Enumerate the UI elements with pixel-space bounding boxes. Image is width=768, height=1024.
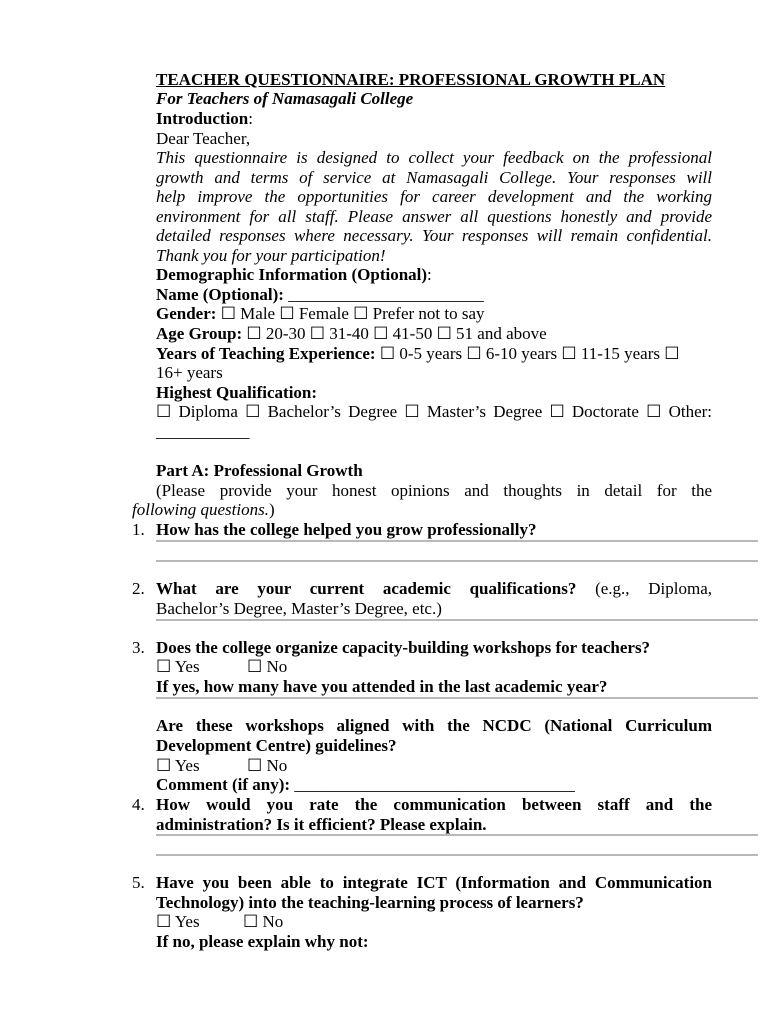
question-3-followup: If yes, how many have you attended in the last academic year? <box>156 677 608 696</box>
question-2-bold: What are your current academic qualifications? <box>156 579 577 598</box>
age-group-label: Age Group: <box>156 324 243 343</box>
answer-line[interactable] <box>156 560 758 562</box>
gender-options[interactable]: ☐ Male ☐ Female ☐ Prefer not to say <box>220 304 485 323</box>
question-3-text: Does the college organize capacity-building workshops for teachers? <box>156 638 651 657</box>
qualification-options[interactable]: ☐ Diploma ☐ Bachelor’s Degree ☐ Master’s Degree ☐ Doctorate ☐ Other: <box>156 402 712 421</box>
intro-paragraph-line: growth and terms of service at Namasagali College. Your responses will <box>156 168 712 187</box>
name-blank[interactable]: _______________________ <box>288 285 484 304</box>
comment-field[interactable] <box>156 775 575 795</box>
question-2-text <box>156 579 712 599</box>
gender-label: Gender: <box>156 304 217 323</box>
question-number: 3. <box>132 638 145 657</box>
part-a-instructions <box>156 481 712 501</box>
question-number: 4. <box>132 795 145 814</box>
demographic-heading-text: Demographic Information (Optional) <box>156 265 428 284</box>
part-a-instructions-close: ) <box>268 500 275 519</box>
demographic-heading <box>156 265 432 285</box>
experience-label: Years of Teaching Experience: <box>156 344 376 363</box>
question-2-example: (e.g., Diploma, <box>576 579 712 598</box>
page-title: TEACHER QUESTIONNAIRE: PROFESSIONAL GROWTH PLAN <box>156 70 666 89</box>
intro-salutation: Dear Teacher, <box>156 129 251 148</box>
question-5-text: Have you been able to integrate ICT (Information and Communication <box>156 873 712 892</box>
part-a-instructions-italic: following questions. <box>132 500 269 519</box>
question-2-example-continued: Bachelor’s Degree, Master’s Degree, etc.) <box>156 599 442 618</box>
question-4-text-continued: administration? Is it efficient? Please explain. <box>156 815 487 834</box>
no-checkbox[interactable]: ☐ No <box>247 756 288 775</box>
no-checkbox[interactable]: ☐ No <box>247 657 288 676</box>
ncdc-question-text-continued: Development Centre) guidelines? <box>156 736 397 755</box>
question-4-text: How would you rate the communication between staff and the <box>156 795 712 814</box>
name-field[interactable] <box>156 285 484 305</box>
answer-line[interactable] <box>156 619 758 621</box>
no-checkbox[interactable]: ☐ No <box>243 912 284 931</box>
question-5-followup: If no, please explain why not: <box>156 932 369 951</box>
experience-field <box>156 344 680 364</box>
part-a-instructions-text: (Please provide your honest opinions and thoughts in detail for the <box>156 481 712 500</box>
answer-line[interactable] <box>156 540 758 542</box>
answer-line[interactable] <box>156 697 758 699</box>
question-number: 1. <box>132 520 145 539</box>
qualification-other-blank[interactable]: ___________ <box>156 422 250 441</box>
question-1-text: How has the college helped you grow professionally? <box>156 520 537 539</box>
answer-line[interactable] <box>156 834 758 836</box>
page-subtitle: For Teachers of Namasagali College <box>156 89 414 108</box>
gender-field <box>156 304 485 324</box>
intro-paragraph-line: This questionnaire is designed to collect your feedback on the professional <box>156 148 712 167</box>
yes-checkbox[interactable]: ☐ Yes <box>156 912 200 931</box>
question-number: 2. <box>132 579 145 598</box>
age-group-field <box>156 324 547 344</box>
qualification-label: Highest Qualification: <box>156 383 318 402</box>
answer-line[interactable] <box>156 854 758 856</box>
intro-paragraph-line: environment for all staff. Please answer all questions honestly and provide <box>156 207 712 226</box>
experience-options[interactable]: ☐ 0-5 years ☐ 6-10 years ☐ 11-15 years ☐ <box>379 344 680 363</box>
demographic-heading-colon: : <box>427 265 432 284</box>
intro-paragraph-last-line: Thank you for your participation! <box>156 246 386 265</box>
question-number: 5. <box>132 873 145 892</box>
age-group-options[interactable]: ☐ 20-30 ☐ 31-40 ☐ 41-50 ☐ 51 and above <box>246 324 547 343</box>
intro-paragraph-line: detailed responses where necessary. Your responses will remain confidential. <box>156 226 712 245</box>
intro-heading-text: Introduction <box>156 109 249 128</box>
part-a-instructions-continued <box>132 500 275 520</box>
comment-blank[interactable]: _________________________________ <box>290 775 575 794</box>
part-a-heading: Part A: Professional Growth <box>156 461 363 480</box>
yes-checkbox[interactable]: ☐ Yes <box>156 756 200 775</box>
intro-heading-colon: : <box>248 109 253 128</box>
question-5-text-continued: Technology) into the teaching-learning process of learners? <box>156 893 584 912</box>
comment-label: Comment (if any): <box>156 775 291 794</box>
intro-paragraph-line: help improve the opportunities for career development and the working <box>156 187 712 206</box>
intro-heading <box>156 109 253 129</box>
ncdc-question-text: Are these workshops aligned with the NCDC (National Curriculum <box>156 716 712 735</box>
experience-options-continued[interactable]: 16+ years <box>156 363 223 382</box>
name-label: Name (Optional): <box>156 285 284 304</box>
yes-checkbox[interactable]: ☐ Yes <box>156 657 200 676</box>
